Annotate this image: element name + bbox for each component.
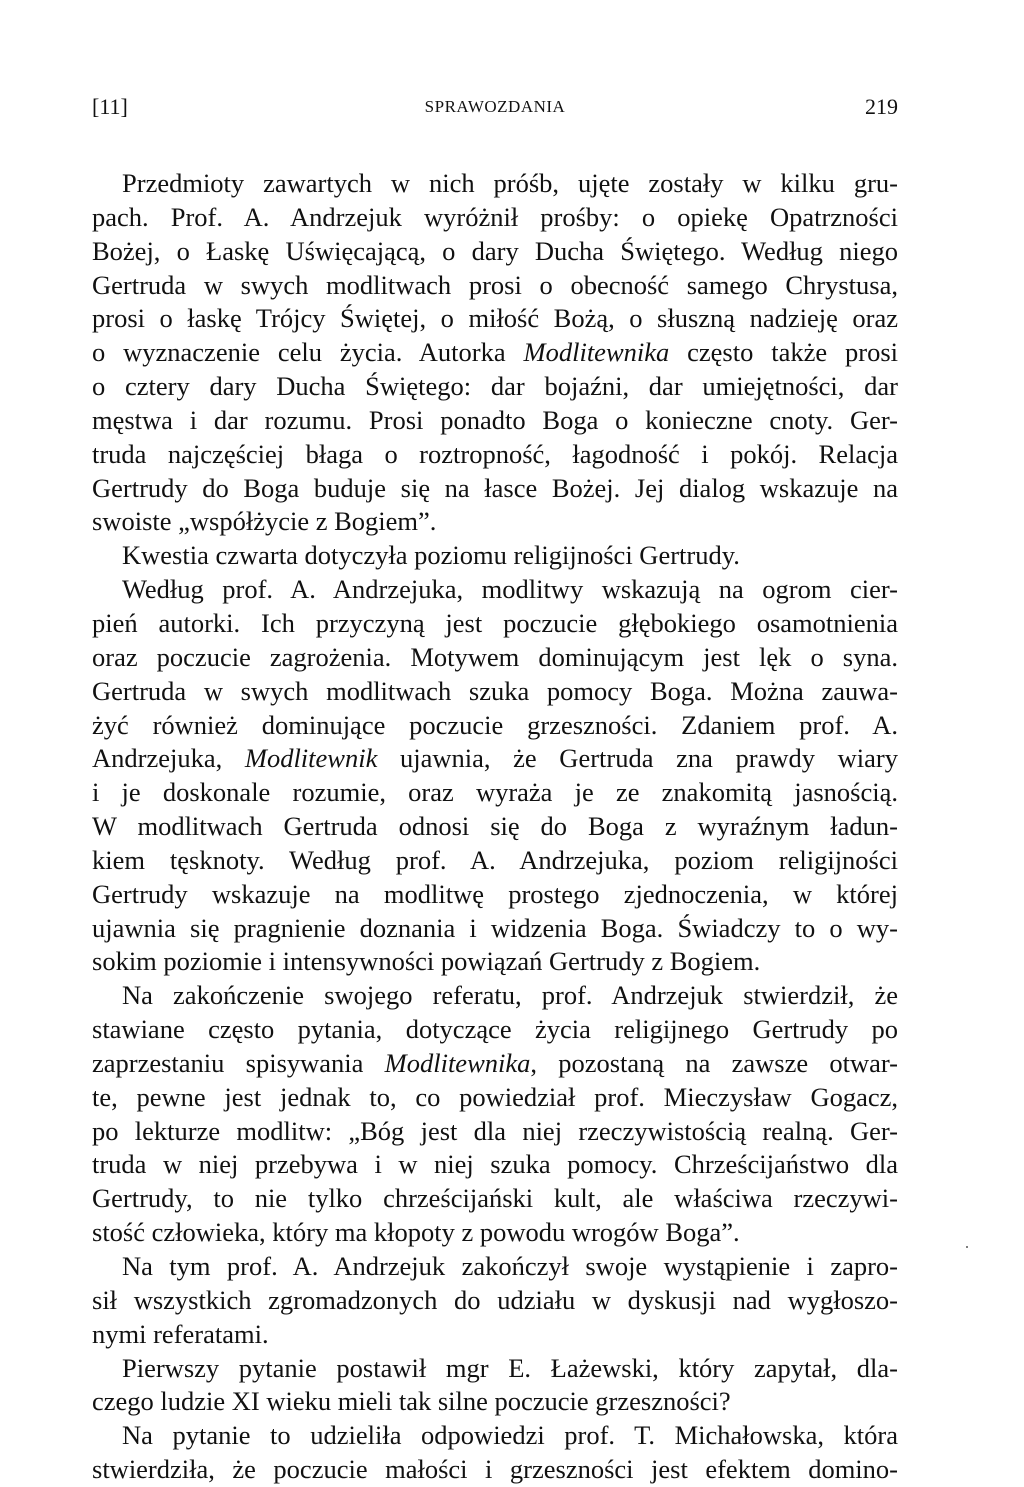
section-title: SPRAWOZDANIA — [424, 97, 566, 116]
text-line — [92, 641, 898, 675]
text-run: swoiste „współżycie z Bogiem”. — [92, 506, 437, 537]
text-run: Według prof. A. Andrzejuka, modlitwy wskazują na ogrom cier- — [122, 574, 898, 605]
text-line — [92, 370, 898, 404]
text-line — [92, 776, 898, 810]
text-run: męstwa i dar rozumu. Prosi ponadto Boga o konieczne cnoty. Ger- — [92, 404, 898, 435]
text-line — [92, 1250, 898, 1284]
text-run: Andrzejuka, — [92, 743, 245, 774]
text-run: Kwestia czwarta dotyczyła poziomu religijności Gertrudy. — [122, 540, 740, 571]
text-run: truda w niej przebywa i w niej szuka pomocy. Chrześcijaństwo dla — [92, 1149, 898, 1180]
page-number: 219 — [865, 94, 898, 119]
text-line — [92, 912, 898, 946]
document-page — [92, 92, 898, 1487]
text-line — [92, 1385, 898, 1419]
text-run: pień autorki. Ich przyczyną jest poczucie głębokiego osamotnienia — [92, 607, 898, 638]
text-run: pach. Prof. A. Andrzejuk wyróżnił prośby: o opiekę Opatrzności — [92, 201, 898, 232]
text-line — [92, 336, 898, 370]
text-line — [92, 844, 898, 878]
text-line — [92, 539, 898, 573]
text-run: , pozostaną na zawsze otwar- — [530, 1047, 898, 1078]
text-run: Przedmioty zawartych w nich próśb, ujęte zostały w kilku gru- — [122, 168, 898, 198]
text-run: truda najczęściej błaga o roztropność, łagodność i pokój. Relacja — [92, 438, 898, 469]
text-line — [92, 269, 898, 303]
text-run: kiem tęsknoty. Według prof. A. Andrzejuka, poziom religijności — [92, 844, 898, 875]
text-run: nymi referatami. — [92, 1318, 269, 1349]
text-run: stość człowieka, który ma kłopoty z powodu wrogów Boga”. — [92, 1217, 740, 1248]
text-line — [92, 1216, 898, 1250]
text-run: i je doskonale rozumie, oraz wyraża je ze znakomitą jasnością. — [92, 777, 898, 808]
text-line — [92, 1182, 898, 1216]
section-number: [11] — [92, 94, 128, 119]
text-line — [92, 505, 898, 539]
text-line — [92, 573, 898, 607]
text-line — [92, 810, 898, 844]
text-line — [92, 742, 898, 776]
text-line — [92, 979, 898, 1013]
text-run: Na pytanie to udzieliła odpowiedzi prof. T. Michałowska, która — [122, 1420, 898, 1451]
text-line — [92, 472, 898, 506]
italic-title: Modlitewnika — [384, 1047, 531, 1078]
text-run: sokim poziomie i intensywności powiązań Gertrudy z Bogiem. — [92, 946, 761, 977]
text-run: żyć również dominujące poczucie grzeszności. Zdaniem prof. A. — [92, 709, 898, 740]
text-run: oraz poczucie zagrożenia. Motywem dominującym jest lęk o syna. — [92, 641, 898, 672]
text-run: W modlitwach Gertruda odnosi się do Boga z wyraźnym ładun- — [92, 811, 898, 842]
text-run: czego ludzie XI wieku mieli tak silne poczucie grzeszności? — [92, 1386, 731, 1417]
text-line — [92, 235, 898, 269]
text-run: Gertruda w swych modlitwach szuka pomocy Boga. Można zauwa- — [92, 675, 898, 706]
italic-title: Modlitewnik — [244, 743, 378, 774]
text-run: stawiane często pytania, dotyczące życia religijnego Gertrudy po — [92, 1014, 898, 1045]
text-line — [92, 201, 898, 235]
italic-title: Modlitewnika — [523, 337, 670, 368]
text-line — [92, 438, 898, 472]
text-run: po lekturze modlitw: „Bóg jest dla niej rzeczywistością realną. Ger- — [92, 1115, 898, 1146]
text-line — [92, 607, 898, 641]
scan-speck — [966, 1246, 968, 1248]
text-run: sił wszystkich zgromadzonych do udziału w dyskusji nad wygłoszo- — [92, 1284, 898, 1315]
text-run: zaprzestaniu spisywania — [92, 1047, 385, 1078]
body-text — [92, 167, 898, 1487]
text-run: ujawnia, że Gertruda zna prawdy wiary — [377, 743, 898, 774]
text-run: często także prosi — [669, 337, 898, 368]
text-line — [92, 1047, 898, 1081]
text-run: Pierwszy pytanie postawił mgr E. Łażewski, który zapytał, dla- — [122, 1352, 898, 1383]
text-line — [92, 1148, 898, 1182]
text-line — [92, 675, 898, 709]
text-line — [92, 1284, 898, 1318]
text-run: te, pewne jest jednak to, co powiedział prof. Mieczysław Gogacz, — [92, 1081, 898, 1112]
text-run: stwierdziła, że poczucie małości i grzeszności jest efektem domino- — [92, 1454, 898, 1485]
text-run: Bożej, o Łaskę Uświęcającą, o dary Ducha Świętego. Według niego — [92, 235, 898, 266]
text-run: o wyznaczenie celu życia. Autorka — [92, 337, 524, 368]
text-line — [92, 167, 898, 201]
text-run: prosi o łaskę Trójcy Świętej, o miłość Bożą, o słuszną nadzieję oraz — [92, 303, 898, 334]
text-line — [92, 404, 898, 438]
text-line — [92, 1453, 898, 1487]
text-run: ujawnia się pragnienie doznania i widzenia Boga. Świadczy to o wy- — [92, 912, 898, 943]
text-line — [92, 1115, 898, 1149]
text-run: Gertrudy, to nie tylko chrześcijański kult, ale właściwa rzeczywi- — [92, 1183, 898, 1214]
text-run: o cztery dary Ducha Świętego: dar bojaźni, dar umiejętności, dar — [92, 371, 898, 402]
text-line — [92, 1352, 898, 1386]
text-run: Gertruda w swych modlitwach prosi o obecność samego Chrystusa, — [92, 269, 898, 300]
text-line — [92, 1013, 898, 1047]
text-line — [92, 709, 898, 743]
text-line — [92, 302, 898, 336]
text-line — [92, 1081, 898, 1115]
text-line — [92, 1318, 898, 1352]
running-head — [92, 92, 898, 122]
text-run: Gertrudy wskazuje na modlitwę prostego zjednoczenia, w której — [92, 878, 898, 909]
text-run: Na zakończenie swojego referatu, prof. Andrzejuk stwierdził, że — [122, 980, 898, 1011]
text-line — [92, 878, 898, 912]
text-line — [92, 1419, 898, 1453]
text-line — [92, 945, 898, 979]
text-run: Gertrudy do Boga buduje się na łasce Bożej. Jej dialog wskazuje na — [92, 472, 898, 503]
text-run: Na tym prof. A. Andrzejuk zakończył swoje wystąpienie i zapro- — [122, 1251, 898, 1281]
